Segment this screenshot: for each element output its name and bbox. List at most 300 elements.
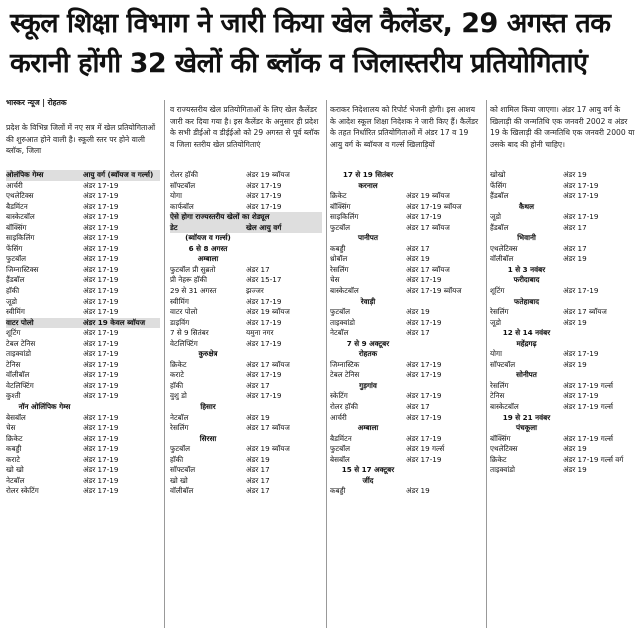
subheading-text: अम्बाला (357, 423, 379, 433)
sport-name: फुटबॉल (170, 444, 191, 454)
sport-name: रोलर हॉकी (330, 402, 358, 412)
age-group: अंडर 17-19 (83, 212, 119, 222)
sport-name: खो खो (6, 465, 24, 475)
subheading-text: पानीपत (358, 233, 378, 243)
schedule-row (6, 434, 160, 445)
sport-name: डेट (170, 222, 178, 232)
age-group: अंडर 17-19 (83, 338, 119, 348)
schedule-row (6, 244, 160, 255)
sport-name: नेटबॉल (6, 475, 25, 485)
schedule-row (490, 191, 636, 202)
schedule-row (490, 360, 636, 371)
schedule-subheading (490, 297, 636, 308)
sport-name: फुटबॉल (330, 307, 351, 317)
sport-name: बास्केटबॉल (6, 212, 35, 222)
sport-name: जूडो (6, 296, 18, 306)
age-group: अंडर 17-19 (406, 433, 442, 443)
sport-name: रेसलिंग (490, 307, 509, 317)
schedule-row (330, 486, 482, 497)
age-group: अंडर 19 (563, 444, 587, 454)
sport-name: बेसबॉल (6, 412, 26, 422)
schedule-row (6, 349, 160, 360)
schedule-row (170, 423, 322, 434)
schedule-row (330, 391, 482, 402)
subheading-text: गुड़गांव (359, 380, 377, 390)
schedule-subheading (330, 297, 482, 308)
sport-name: शूटिंग (490, 286, 505, 296)
sport-name: खो खो (170, 475, 188, 485)
schedule-row (6, 233, 160, 244)
subheading-text: सिरसा (199, 433, 217, 443)
age-group: अंडर 19 गर्ल्स (406, 444, 445, 454)
sport-name: साइकिलिंग (6, 233, 35, 243)
intro-paragraph-2: व राज्यस्तरीय खेल प्रतियोगिताओं के लिए खेल कैलेंडर जारी कर दिया गया है। इस कैलेंडर के अनुसार ही प्रदेश के सभी डीईओ व डीईईओ को 29 अगस्त से पूर्व ब्लॉक व जिला स्तरीय खेल प्रतियोगिताएं (170, 105, 320, 149)
schedule-subheading (330, 233, 482, 244)
schedule-subheading (490, 413, 636, 424)
age-group: अंडर 17-19 (406, 370, 442, 380)
age-group: अंडर 17-19 (246, 391, 282, 401)
schedule-row (170, 476, 322, 487)
sport-name: शूटिंग (6, 328, 21, 338)
sport-name: सॉफ्टबॉल (170, 465, 196, 475)
sport-name: वॉलीबॉल (6, 370, 30, 380)
age-group: अंडर 19 (246, 454, 270, 464)
schedule-row (6, 328, 160, 339)
age-group: अंडर 19 ब्वॉयज (246, 444, 290, 454)
age-group: अंडर 17 (563, 222, 587, 232)
schedule-row (170, 413, 322, 424)
sport-name: कबड्डी (330, 486, 346, 496)
age-group: अंडर 17-19 (83, 180, 119, 190)
sport-name: बेसबॉल (330, 454, 350, 464)
age-group: अंडर 17 (406, 402, 430, 412)
age-group: अंडर 17-19 गर्ल्स (563, 402, 613, 412)
sport-name: जिम्नास्टिक्स (6, 264, 39, 274)
age-group: अंडर 19 (246, 412, 270, 422)
sport-name: ताइक्वांडो (6, 349, 31, 359)
age-group: अंडर 17-19 (563, 286, 599, 296)
age-group: अंडर 17 ब्वॉयज (246, 359, 290, 369)
subheading-text: फरीदाबाद (513, 275, 540, 285)
age-group: अंडर 17-19 (83, 380, 119, 390)
schedule-header-row (170, 223, 322, 234)
sport-name: वेटलिफ्टिंग (6, 380, 34, 390)
sport-name: फुटबॉल (6, 254, 27, 264)
schedule-row (6, 297, 160, 308)
age-group: अंडर 17-19 (83, 391, 119, 401)
sport-name: कार्फबॉल (170, 201, 194, 211)
age-group: अंडर 17-19 (83, 296, 119, 306)
subheading-text: अम्बाला (197, 254, 219, 264)
age-group: अंडर 17-19 (83, 191, 119, 201)
schedule-row (6, 202, 160, 213)
age-group: यमुना नगर (246, 328, 274, 338)
age-group: अंडर 17-19 (83, 264, 119, 274)
schedule-row (170, 455, 322, 466)
sport-name: हॉकी (170, 454, 184, 464)
sport-name: हैंडबॉल (490, 222, 509, 232)
schedule-row (6, 286, 160, 297)
sport-name: वॉलीबॉल (170, 486, 194, 496)
schedule-row (490, 223, 636, 234)
subheading-text: पंचकूला (516, 423, 537, 433)
subheading-text: जींद (362, 475, 374, 485)
schedule-row (170, 328, 322, 339)
age-group: झज्जर (246, 286, 264, 296)
schedule-subheading (170, 402, 322, 413)
schedule-row (170, 465, 322, 476)
age-group: अंडर 17-19 (246, 317, 282, 327)
subheading-text: 7 से 9 अक्टूबर (346, 338, 390, 348)
schedule-row (6, 370, 160, 381)
subheading-text: 12 से 14 नवंबर (502, 328, 551, 338)
schedule-row (490, 349, 636, 360)
schedule-row (170, 202, 322, 213)
schedule-subheading (490, 328, 636, 339)
schedule-row (330, 328, 482, 339)
schedule-row (6, 191, 160, 202)
schedule-subheading (490, 370, 636, 381)
sport-name: फुटबॉल (330, 444, 351, 454)
sport-name: स्वीमिंग (6, 307, 25, 317)
schedule-row (490, 254, 636, 265)
age-group: अंडर 17-19 (246, 296, 282, 306)
schedule-column-3 (330, 170, 482, 497)
sport-name: कबड्डी (6, 444, 22, 454)
sport-name: ताइक्वांडो (330, 317, 355, 327)
age-group: अंडर 19 (563, 359, 587, 369)
age-group: आयु वर्ग (ब्वॉयज व गर्ल्स) (83, 170, 154, 179)
schedule-row (6, 391, 160, 402)
age-group: अंडर 17-19 (246, 191, 282, 201)
age-group: अंडर 17 (246, 264, 270, 274)
age-group: अंडर 17-19 (563, 180, 599, 190)
sport-name: क्रिकेट (330, 191, 347, 201)
schedule-row (170, 191, 322, 202)
schedule-row (330, 254, 482, 265)
schedule-subheading (490, 423, 636, 434)
headline-line-1: स्कूल शिक्षा विभाग ने जारी किया खेल कैलेंडर, 29 अगस्त तक (10, 8, 611, 39)
sport-name: बास्केटबॉल (330, 286, 359, 296)
sport-name: रेसलिंग (330, 264, 349, 274)
schedule-row (6, 275, 160, 286)
age-group: अंडर 17-19 (83, 243, 119, 253)
schedule-column-2 (170, 170, 322, 497)
schedule-row (330, 444, 482, 455)
age-group: अंडर 17-19 गर्ल्स (563, 380, 613, 390)
schedule-subheading (330, 476, 482, 487)
sport-name: टेबल टेनिस (6, 338, 36, 348)
schedule-row (490, 286, 636, 297)
age-group: अंडर 17-19 ब्वॉयज (406, 201, 462, 211)
schedule-row (330, 455, 482, 466)
sport-name: योगा (490, 349, 502, 359)
schedule-row (170, 318, 322, 329)
schedule-subheading (330, 339, 482, 350)
sport-name: जूडो (490, 212, 502, 222)
age-group: अंडर 17-19 (83, 307, 119, 317)
age-group: अंडर 17-19 (246, 201, 282, 211)
age-group: अंडर 17 (563, 243, 587, 253)
subheading-text: रेवाड़ी (360, 296, 376, 306)
sport-name: चेस (6, 423, 16, 433)
schedule-row (6, 212, 160, 223)
schedule-subheading (330, 423, 482, 434)
schedule-row (330, 244, 482, 255)
age-group: अंडर 17-19 (83, 359, 119, 369)
age-group: अंडर 17 (246, 486, 270, 496)
intro-paragraph-4: को शामिल किया जाएगा। अंडर 17 आयु वर्ग के खिलाड़ी की जन्मतिथि एक जनवरी 2002 व अंडर 19 के खिलाड़ी की जन्मतिथि एक जनवरी 2000 या उसके बाद की होनी चाहिए। (490, 105, 635, 149)
age-group: अंडर 17-19 (83, 254, 119, 264)
sport-name: क्रिकेट (6, 433, 23, 443)
schedule-row (170, 486, 322, 497)
schedule-row (330, 286, 482, 297)
age-group: अंडर 17 ब्वॉयज (406, 264, 450, 274)
schedule-row (6, 486, 160, 497)
age-group: अंडर 17-19 (83, 423, 119, 433)
sport-name: टेबल टेनिस (330, 370, 360, 380)
age-group: खेल आयु वर्ग (246, 222, 282, 232)
schedule-subheading (490, 265, 636, 276)
age-group: अंडर 17-19 (406, 391, 442, 401)
schedule-row (6, 360, 160, 371)
age-group: अंडर 17-19 (83, 275, 119, 285)
schedule-row (330, 434, 482, 445)
sport-name: रेसलिंग (170, 423, 189, 433)
schedule-subheading (330, 349, 482, 360)
schedule-subheading (330, 465, 482, 476)
schedule-row (6, 455, 160, 466)
subheading-text: 6 से 8 अगस्त (188, 243, 228, 253)
schedule-row (6, 307, 160, 318)
age-group: अंडर 19 ब्वॉयज (406, 191, 450, 201)
schedule-row (170, 275, 322, 286)
sport-name: कराटे (170, 370, 184, 380)
age-group: अंडर 17-19 (83, 444, 119, 454)
sport-name: फुटबॉल प्री सुब्रतो (170, 264, 216, 274)
schedule-row (170, 381, 322, 392)
sport-name: एथलेटिक्स (490, 444, 518, 454)
sport-name: वेटलिफ्टिंग (170, 338, 198, 348)
schedule-row (330, 223, 482, 234)
schedule-row (6, 423, 160, 434)
schedule-row (170, 370, 322, 381)
sport-name: वाटर पोलो (6, 317, 34, 327)
subheading-text: करनाल (358, 180, 378, 190)
sport-name: साइकिलिंग (330, 212, 359, 222)
subheading-text: 19 से 21 नवंबर (502, 412, 551, 422)
schedule-row (330, 307, 482, 318)
schedule-row (490, 170, 636, 181)
sport-name: रोलर हॉकी (170, 170, 198, 179)
schedule-row (490, 455, 636, 466)
sport-name: हॉकी (170, 380, 184, 390)
sport-name: आर्चरी (330, 412, 347, 422)
sport-name: स्वीमिंग (170, 296, 189, 306)
schedule-subheading (490, 233, 636, 244)
schedule-row (330, 202, 482, 213)
age-group: अंडर 19 (406, 307, 430, 317)
schedule-row (490, 181, 636, 192)
schedule-row (170, 265, 322, 276)
sport-name: सॉफ्टबॉल (170, 180, 196, 190)
subheading-text: कैथल (519, 201, 534, 211)
age-group: अंडर 17-19 (246, 180, 282, 190)
schedule-row (6, 265, 160, 276)
age-group: अंडर 17-19 (246, 338, 282, 348)
schedule-row (170, 339, 322, 350)
sport-name: कुश्ती (6, 391, 21, 401)
schedule-row (330, 413, 482, 424)
schedule-row (330, 275, 482, 286)
sport-name: एथलेटिक्स (490, 243, 518, 253)
sport-name: थ्रोबॉल (330, 254, 348, 264)
age-group: अंडर 17 (406, 328, 430, 338)
age-group: अंडर 17-19 (83, 222, 119, 232)
schedule-row (330, 360, 482, 371)
sport-name: फेंसिंग (6, 243, 23, 253)
age-group: अंडर 17-19 (83, 286, 119, 296)
schedule-column-1 (6, 170, 160, 497)
schedule-column-4 (490, 170, 636, 476)
schedule-row (490, 434, 636, 445)
age-group: अंडर 17-19 (83, 328, 119, 338)
age-group: अंडर 17-19 (406, 275, 442, 285)
age-group: अंडर 15-17 (246, 275, 282, 285)
sport-name: वॉलीबॉल (490, 254, 514, 264)
sport-name: फेंसिंग (490, 180, 507, 190)
schedule-subheading (170, 254, 322, 265)
intro-paragraph-1: प्रदेश के विभिन्न जिलों में नए सत्र में खेल प्रतियोगिताओं की शुरुआत होने वाली है। स्कूली स्तर पर होने वाली ब्लॉक, जिला (6, 123, 156, 156)
schedule-row (6, 254, 160, 265)
schedule-row (490, 444, 636, 455)
schedule-row (330, 191, 482, 202)
age-group: अंडर 17-19 (246, 370, 282, 380)
subheading-text: कुरुक्षेत्र (198, 349, 218, 359)
schedule-header-row (6, 170, 160, 181)
subheading-text: 17 से 19 सितंबर (342, 170, 394, 179)
schedule-row (330, 370, 482, 381)
sport-name: टेनिस (6, 359, 21, 369)
sport-name: क्रिकेट (490, 454, 507, 464)
schedule-row (170, 307, 322, 318)
sport-name: बैडमिंटन (6, 201, 28, 211)
sport-name: फुटबॉल (330, 222, 351, 232)
age-group: अंडर 17 (246, 475, 270, 485)
schedule-subheading (330, 181, 482, 192)
schedule-row (490, 465, 636, 476)
sport-name: नेटबॉल (330, 328, 349, 338)
sport-name: स्केटिंग (330, 391, 348, 401)
sport-name: एथलेटिक्स (6, 191, 34, 201)
sport-name: बॉक्सिंग (330, 201, 351, 211)
age-group: अंडर 19 केवल ब्वॉयज (83, 317, 146, 327)
age-group: अंडर 17-19 (563, 391, 599, 401)
schedule-row (490, 391, 636, 402)
schedule-row (170, 181, 322, 192)
schedule-subheading (6, 402, 160, 413)
sport-name: कराटे (6, 454, 20, 464)
subheading-text: सोनीपत (516, 370, 537, 380)
age-group: अंडर 19 (563, 317, 587, 327)
sport-name: क्रिकेट (170, 359, 187, 369)
headline (10, 4, 632, 84)
schedule-row (330, 212, 482, 223)
sport-name: जूडो (490, 317, 502, 327)
age-group: अंडर 17-19 (563, 349, 599, 359)
schedule-row (170, 286, 322, 297)
sport-name: योगा (170, 191, 182, 201)
age-group: अंडर 17-19 (83, 486, 119, 496)
sport-name: हैंडबॉल (490, 191, 509, 201)
sport-name: सॉफ्टबॉल (490, 359, 516, 369)
sport-name: कबड्डी (330, 243, 346, 253)
schedule-row (170, 391, 322, 402)
age-group (246, 212, 322, 223)
age-group: अंडर 17 ब्वॉयज (246, 423, 290, 433)
schedule-row (330, 318, 482, 329)
age-group: अंडर 17 (406, 243, 430, 253)
schedule-row (6, 339, 160, 350)
schedule-row (490, 318, 636, 329)
sport-name: ओलंपिक गेम्स (6, 170, 44, 179)
sport-name: हैंडबॉल (6, 275, 25, 285)
age-group: अंडर 19 ब्वॉयज (246, 307, 290, 317)
subheading-text: 15 से 17 अक्टूबर (341, 465, 395, 475)
subheading-text: नॉन ओलिंपिक गेम्स (18, 402, 71, 412)
sport-name: रोलर स्केटिंग (6, 486, 39, 496)
schedule-row (490, 244, 636, 255)
sport-name: खोखो (490, 170, 506, 179)
age-group: अंडर 17-19 (406, 212, 442, 222)
schedule-row (170, 297, 322, 308)
age-group: अंडर 19 (563, 465, 587, 475)
schedule-row (330, 402, 482, 413)
age-group: अंडर 17 ब्वॉयज (563, 307, 607, 317)
schedule-row (6, 413, 160, 424)
sport-name: डाइविंग (170, 317, 190, 327)
subheading-text: (ब्वॉयज व गर्ल्स) (185, 233, 231, 243)
age-group: अंडर 17-19 (563, 191, 599, 201)
sport-name: 29 से 31 अगस्त (170, 286, 217, 296)
schedule-subheading (170, 434, 322, 445)
age-group: अंडर 17-19 गर्ल्स (563, 433, 613, 443)
column-divider (326, 100, 327, 628)
schedule-row (490, 381, 636, 392)
subheading-text: हिसार (200, 402, 216, 412)
schedule-subheading (490, 339, 636, 350)
age-group: अंडर 17-19 (83, 433, 119, 443)
age-group: अंडर 19 (406, 486, 430, 496)
schedule-subheading (330, 170, 482, 181)
column-divider (486, 100, 487, 628)
intro-paragraph-3: कराकर निदेशालय को रिपोर्ट भेजनी होगी। इस आशय के आदेश स्कूल शिक्षा निदेशक ने जारी किए हैं। कैलेंडर के तहत निर्धारित प्रतियोगिताओं में अंडर 17 व 19 आयु वर्ग के ब्वॉयज व गर्ल्स खिलाड़ियों (330, 105, 479, 149)
age-group: अंडर 19 (563, 170, 587, 179)
sport-name: जिम्नास्टिक (330, 359, 360, 369)
age-group: अंडर 17-19 (406, 317, 442, 327)
age-group: अंडर 17-19 (83, 201, 119, 211)
sport-name: टेनिस (490, 391, 505, 401)
subheading-text: रोहतक (358, 349, 378, 359)
schedule-row (330, 265, 482, 276)
schedule-header-row (170, 212, 322, 223)
schedule-subheading (490, 202, 636, 213)
subheading-text: फतेहाबाद (513, 296, 540, 306)
column-divider (164, 100, 165, 628)
schedule-row (490, 307, 636, 318)
age-group: अंडर 17-19 (83, 454, 119, 464)
schedule-subheading (330, 381, 482, 392)
